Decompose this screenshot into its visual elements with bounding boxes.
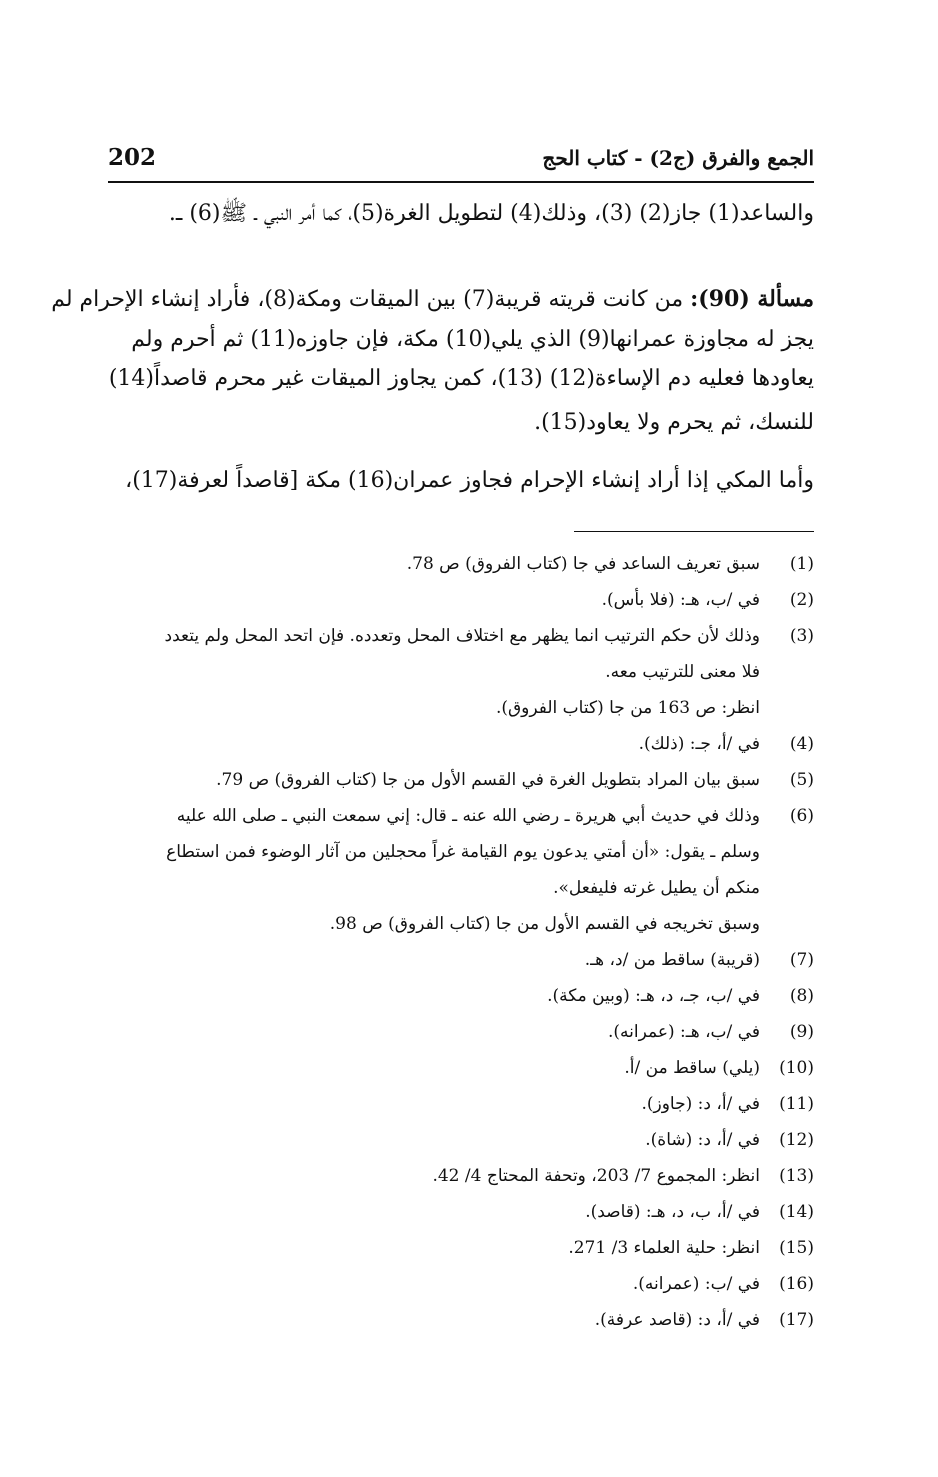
footnote-text: سبق تعريف الساعد في جا (كتاب الفروق) ص 78. bbox=[406, 554, 760, 574]
footnote-number: (4) bbox=[789, 734, 814, 754]
footnote-line bbox=[100, 1086, 814, 1122]
footnote-line bbox=[100, 1122, 814, 1158]
footnote-line bbox=[100, 582, 814, 618]
footnote-line bbox=[100, 978, 814, 1014]
footnote-number: (16) bbox=[779, 1274, 814, 1294]
paragraph-2: وأما المكي إذا أراد إنشاء الإحرام فجاوز عمران(16) مكة [قاصداً لعرفة(17)، bbox=[125, 468, 814, 493]
footnote-line bbox=[100, 1266, 814, 1302]
footnote-text: في /ب، هـ: (فلا بأس). bbox=[601, 590, 760, 610]
masala-label: مسألة (90): bbox=[690, 286, 814, 312]
footnote-line bbox=[100, 1230, 814, 1266]
footnote-number: (13) bbox=[779, 1166, 814, 1186]
footnote-text: فلا معنى للترتيب معه. bbox=[605, 662, 760, 682]
footnote-line bbox=[100, 1050, 814, 1086]
footnote-number: (2) bbox=[789, 590, 814, 610]
footnote-line bbox=[100, 618, 814, 654]
continuation-line: والساعد(1) جاز(2) (3)، وذلك(4) لتطويل الغرة(5)، كما أمر النبي ـ ﷺ(6) ـ. bbox=[168, 201, 814, 226]
page-number: 202 bbox=[108, 144, 157, 171]
footnote-number: (5) bbox=[789, 770, 814, 790]
footnote-line bbox=[100, 690, 814, 726]
masala-text-2: يجز له مجاوزة عمرانها(9) الذي يلي(10) مكة، فإن جاوزه(11) ثم أحرم ولم bbox=[131, 327, 814, 352]
running-title: الجمع والفرق (ج2) - كتاب الحج bbox=[542, 146, 814, 170]
footnote-text: (يلي) ساقط من /أ. bbox=[624, 1058, 760, 1078]
footnote-text: في /أ، د: (جاوز). bbox=[641, 1094, 760, 1114]
footnote-line bbox=[100, 906, 814, 942]
masala-first-line bbox=[51, 286, 814, 312]
footnote-text: في /ب: (عمرانه). bbox=[632, 1274, 760, 1294]
footnote-number: (17) bbox=[779, 1310, 814, 1330]
footnote-number: (6) bbox=[789, 806, 814, 826]
footnote-number: (15) bbox=[779, 1238, 814, 1258]
footnote-line bbox=[100, 834, 814, 870]
footnote-number: (10) bbox=[779, 1058, 814, 1078]
masala-text-4: للنسك، ثم يحرم ولا يعاود(15). bbox=[534, 410, 814, 435]
footnote-text: في /ب، هـ: (عمرانه). bbox=[608, 1022, 760, 1042]
footnote-separator bbox=[574, 531, 814, 532]
masala-text-3: يعاودها فعليه دم الإساءة(12) (13)، كمن يجاوز الميقات غير محرم قاصداً(14) bbox=[108, 366, 814, 391]
footnote-number: (8) bbox=[789, 986, 814, 1006]
footnote-line bbox=[100, 1014, 814, 1050]
footnote-line bbox=[100, 942, 814, 978]
footnote-line bbox=[100, 762, 814, 798]
footnote-text: في /أ، د: (شاة). bbox=[645, 1130, 760, 1150]
footnote-number: (7) bbox=[789, 950, 814, 970]
footnote-line bbox=[100, 726, 814, 762]
header-rule bbox=[108, 181, 814, 183]
footnote-text: في /أ، د: (قاصد عرفة). bbox=[594, 1310, 760, 1330]
footnote-number: (1) bbox=[789, 554, 814, 574]
footnote-line bbox=[100, 654, 814, 690]
footnotes-list bbox=[100, 546, 814, 1338]
footnote-number: (9) bbox=[789, 1022, 814, 1042]
footnote-text: سبق بيان المراد بتطويل الغرة في القسم الأول من جا (كتاب الفروق) ص 79. bbox=[216, 770, 760, 790]
footnote-number: (11) bbox=[779, 1094, 814, 1114]
footnote-text: وسبق تخريجه في القسم الأول من جا (كتاب الفروق) ص 98. bbox=[329, 914, 760, 934]
footnote-text: في /ب، جـ، د، هـ: (وبين مكة). bbox=[547, 986, 760, 1006]
footnote-line bbox=[100, 1194, 814, 1230]
footnote-text: وذلك في حديث أبي هريرة ـ رضي الله عنه ـ قال: إني سمعت النبي ـ صلى الله عليه bbox=[176, 806, 760, 826]
footnote-line bbox=[100, 1302, 814, 1338]
running-header bbox=[108, 142, 814, 182]
footnote-text: منكم أن يطيل غرته فليفعل». bbox=[553, 878, 760, 898]
footnote-text: انظر: حلية العلماء 3/ 271. bbox=[568, 1238, 760, 1258]
masala-text-1: من كانت قريته قريبة(7) بين الميقات ومكة(8)، فأراد إنشاء الإحرام لم bbox=[51, 287, 684, 312]
footnote-text: وذلك لأن حكم الترتيب انما يظهر مع اختلاف المحل وتعدده. فإن اتحد المحل ولم يتعدد bbox=[164, 626, 760, 646]
footnote-line bbox=[100, 870, 814, 906]
footnote-text: في /أ، ب، د، هـ: (قاصد). bbox=[585, 1202, 760, 1222]
footnote-number: (3) bbox=[789, 626, 814, 646]
footnote-line bbox=[100, 1158, 814, 1194]
footnote-text: انظر: المجموع 7/ 203، وتحفة المحتاج 4/ 42. bbox=[432, 1166, 760, 1186]
footnote-text: انظر: ص 163 من جا (كتاب الفروق). bbox=[495, 698, 760, 718]
footnote-line bbox=[100, 798, 814, 834]
footnote-text: وسلم ـ يقول: «أن أمتي يدعون يوم القيامة غراً محجلين من آثار الوضوء فمن استطاع bbox=[166, 842, 760, 862]
footnote-line bbox=[100, 546, 814, 582]
footnote-text: في /أ، جـ: (ذلك). bbox=[638, 734, 760, 754]
footnote-number: (14) bbox=[779, 1202, 814, 1222]
footnote-text: (قريبة) ساقط من /د، هـ. bbox=[584, 950, 760, 970]
footnote-number: (12) bbox=[779, 1130, 814, 1150]
